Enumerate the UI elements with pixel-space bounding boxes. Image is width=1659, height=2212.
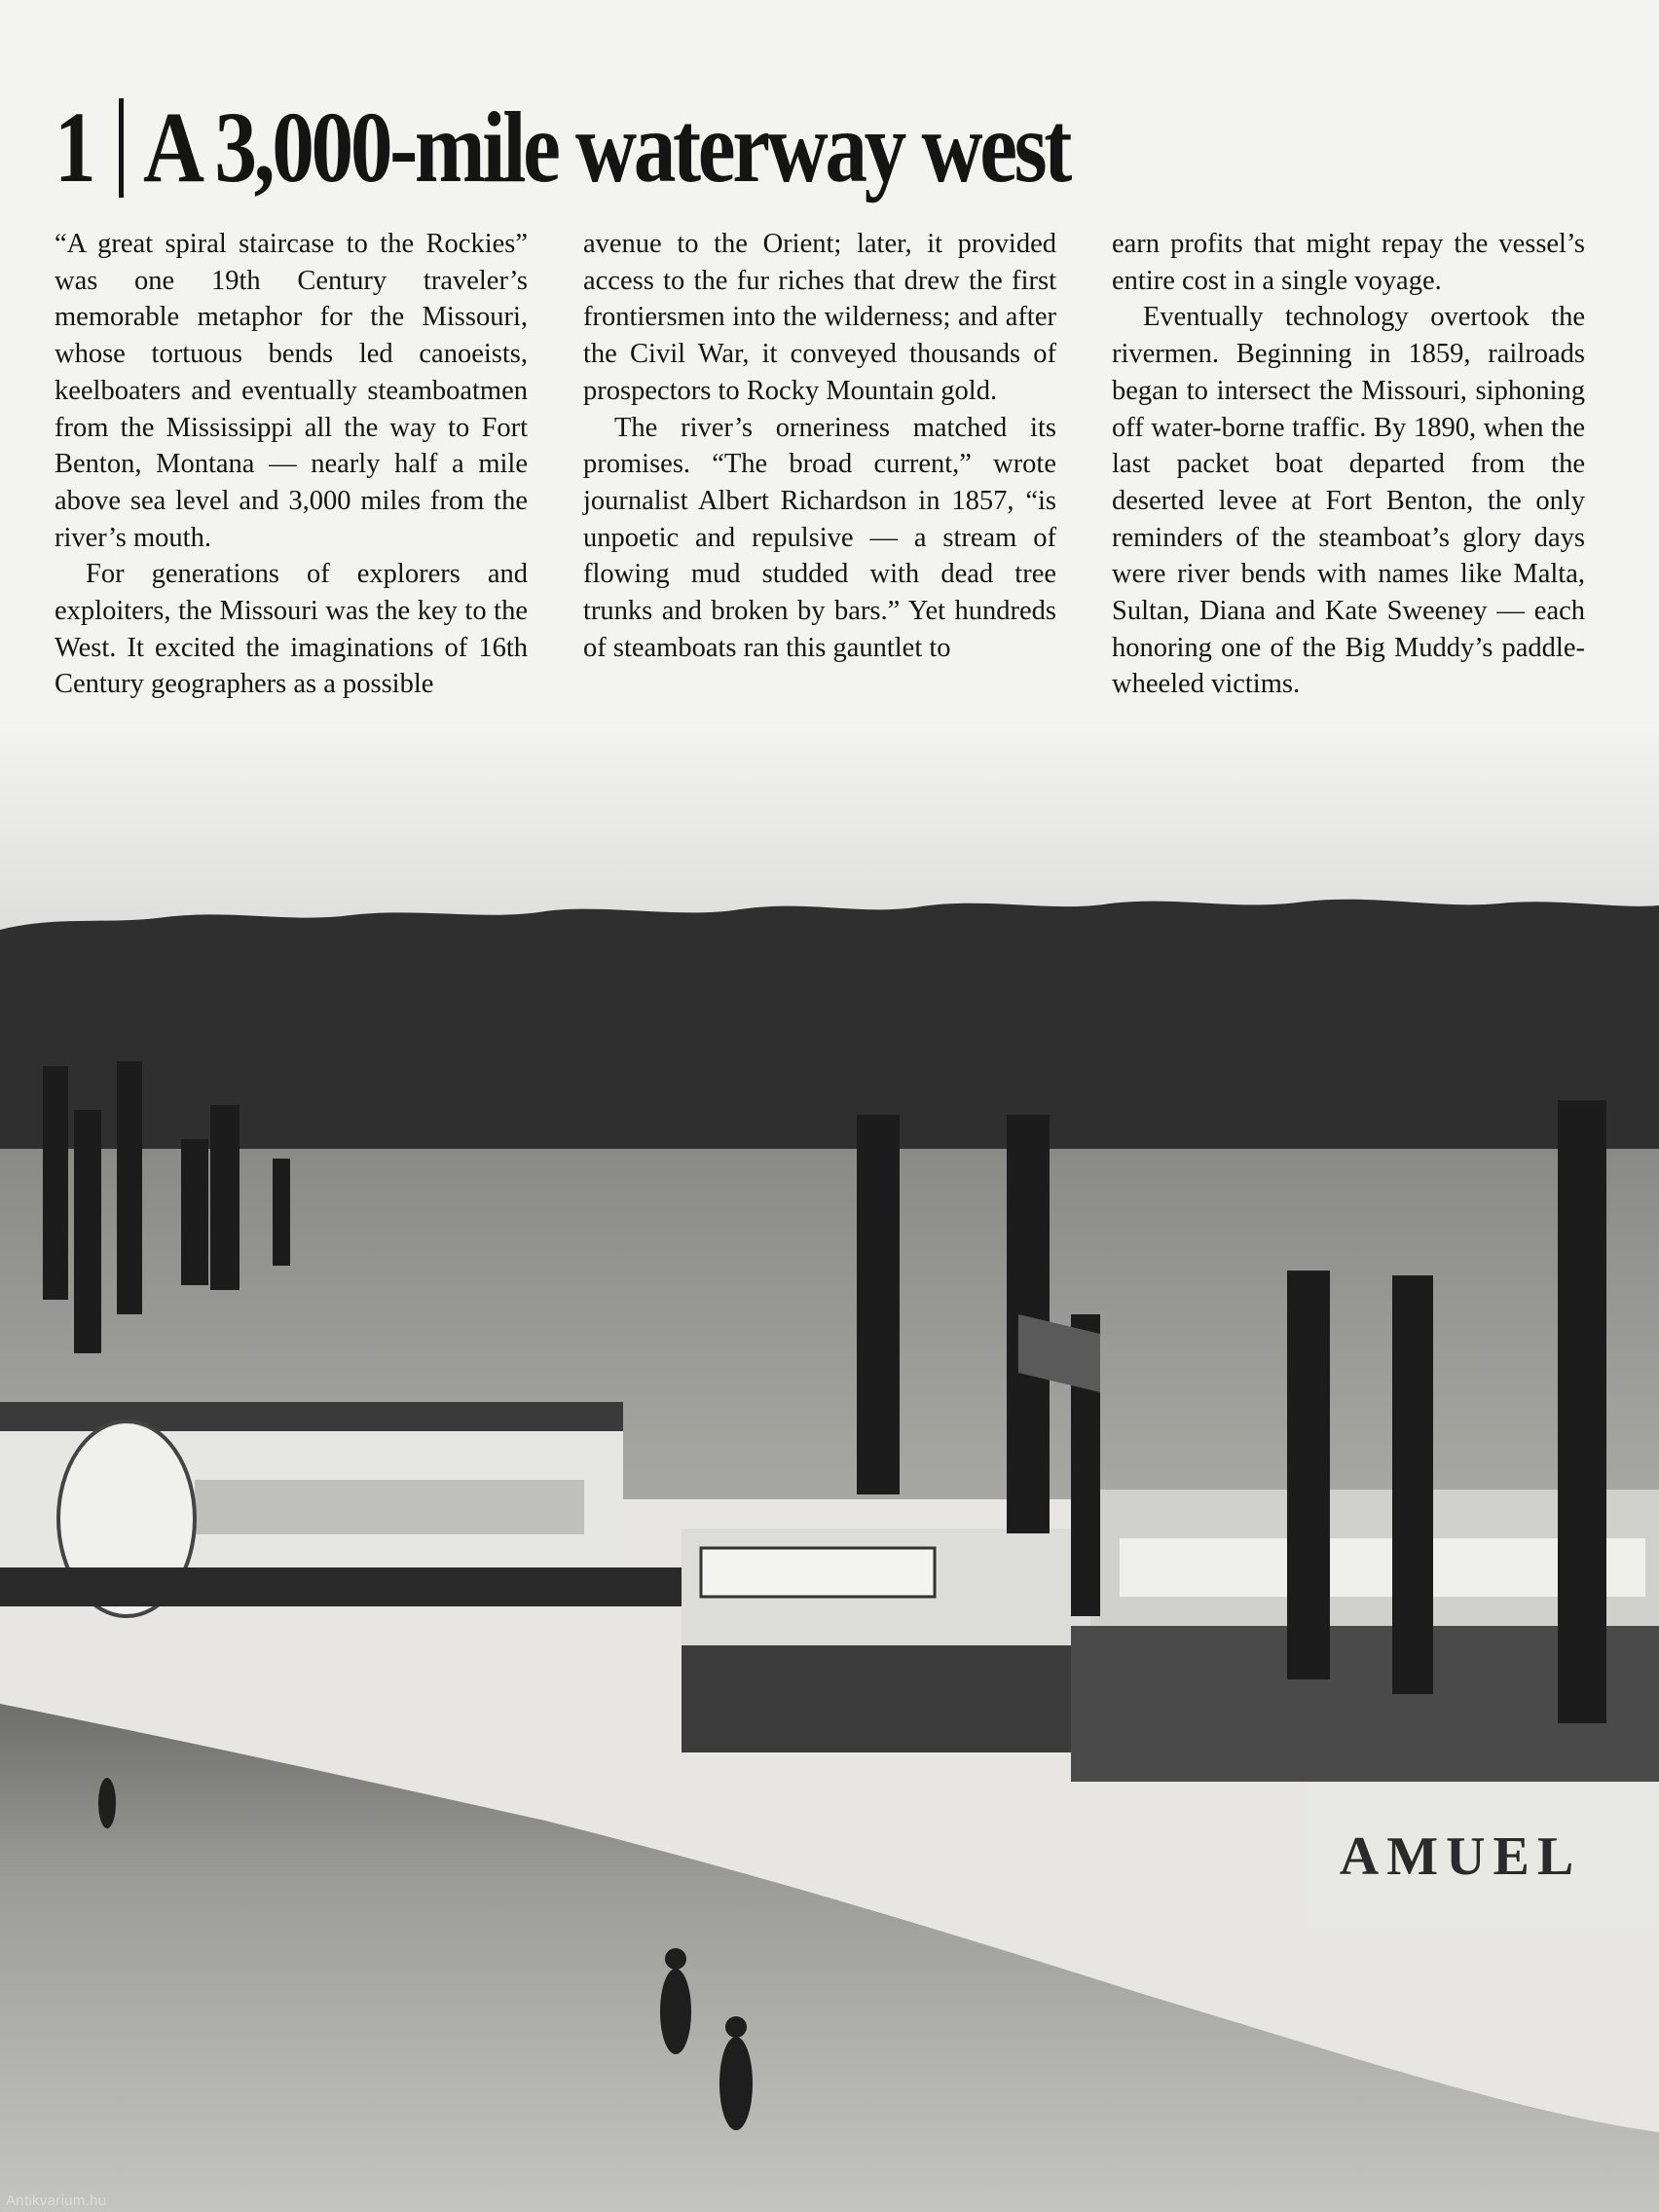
figure [660, 1969, 691, 2054]
page-title [55, 93, 1245, 203]
smokestack [43, 1066, 68, 1300]
paragraph: Eventually technology overtook the rivermen. Beginning in 1859, railroads began to intersect the Missouri, siphoning off water-borne traffic. By 1890, when the last packet boat departed from the deserted levee at Fort Benton, the only reminders of the steamboat’s glory days were river bends with names like Malta, Sultan, Diana and Kate Sweeney — each honoring one of the Big Muddy’s paddle-wheeled victims. [1112, 302, 1585, 700]
text-column-1 [55, 226, 528, 713]
smokestack [181, 1139, 208, 1285]
paragraph: avenue to the Orient; later, it provided access to the fur riches that drew the first frontiersmen into the wilderness; and after the Civil War, it conveyed thousands of prospectors to Rocky Mountain gold. [583, 229, 1056, 406]
text-column-2 [583, 226, 1056, 713]
text-column-3 [1112, 226, 1585, 713]
smokestack [857, 1115, 900, 1494]
watermark-credit: Antikvarium.hu [6, 2193, 107, 2209]
smokestack [74, 1110, 101, 1353]
smokestack [1392, 1275, 1433, 1694]
smokestack [1287, 1271, 1330, 1679]
chapter-title: A 3,000-mile waterway west [143, 92, 1069, 203]
steamboat-scene [0, 730, 1659, 2212]
boat-name-lettering: AMUEL [1339, 1826, 1582, 1887]
title-divider [119, 98, 124, 198]
body-text [55, 226, 1585, 713]
paragraph: earn profits that might repay the vessel’s entire cost in a single voyage. [1112, 229, 1585, 296]
chapter-number: 1 [55, 92, 93, 203]
smokestack [117, 1061, 142, 1314]
paragraph: For generations of explorers and exploiters, the Missouri was the key to the West. It excited the imaginations of 16th Century geographers as a possible [55, 559, 528, 700]
smokestack [1558, 1100, 1606, 1723]
paragraph: The river’s orneriness matched its promises. “The broad current,” wrote journalist Albert Richardson in 1857, “is unpoetic and repulsive — a stream of flowing mud studded with dead tree trunks and broken by bars.” Yet hundreds of steamboats ran this gauntlet to [583, 412, 1056, 663]
steamboat-photograph [0, 730, 1659, 2212]
smokestack [273, 1159, 290, 1266]
paragraph: “A great spiral staircase to the Rockies” was one 19th Century traveler’s memorable metaphor for the Missouri, whose tortuous bends led canoeists, keelboaters and eventually steamboatmen from the Mississippi all the way to Fort Benton, Montana — nearly half a mile above sea level and 3,000 miles from the river’s mouth. [55, 229, 528, 553]
figure [98, 1778, 116, 1828]
figure [719, 2037, 753, 2130]
tree-line [0, 900, 1659, 1149]
smokestack [210, 1105, 240, 1290]
